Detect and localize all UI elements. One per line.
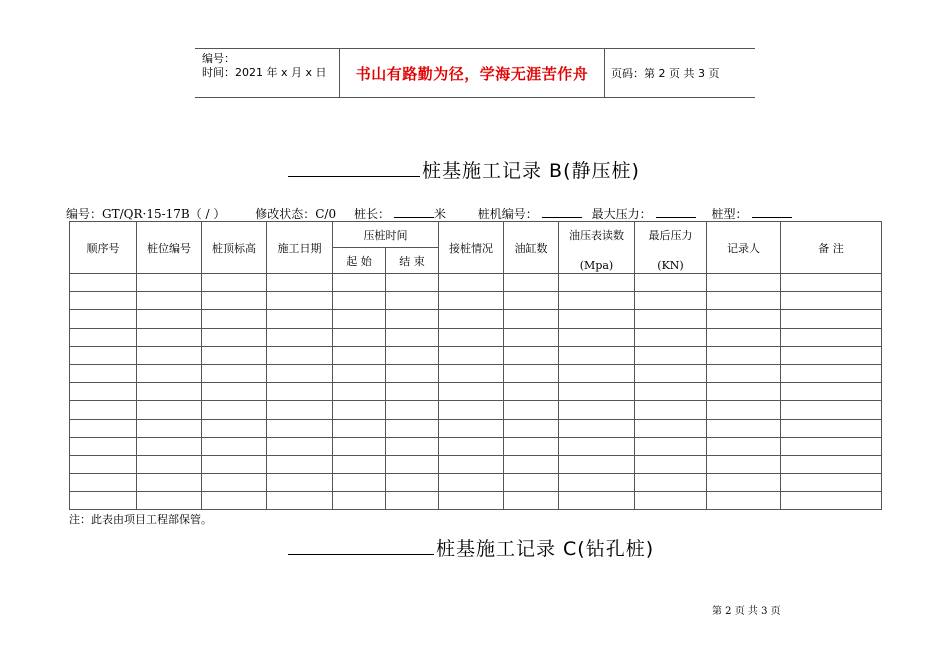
header-end: 结 束 [386, 248, 439, 274]
page-footer: 第 2 页 共 3 页 [712, 606, 781, 617]
table-cell [333, 455, 386, 473]
header-pile-no: 桩位编号 [137, 222, 202, 274]
table-cell [333, 274, 386, 292]
table-cell [267, 346, 333, 364]
table-cell [137, 383, 202, 401]
table-cell [333, 474, 386, 492]
table-cell [635, 310, 707, 328]
header-press-time: 压桩时间 [333, 222, 439, 248]
table-cell [439, 292, 504, 310]
table-cell [386, 455, 439, 473]
table-cell [559, 401, 635, 419]
table-row [70, 455, 882, 473]
table-cell [439, 419, 504, 437]
table-cell [137, 292, 202, 310]
table-cell [267, 310, 333, 328]
header-splice: 接桩情况 [439, 222, 504, 274]
header-final-pressure-label: 最后压力 [648, 229, 693, 242]
header-date: 施工日期 [267, 222, 333, 274]
table-cell [137, 310, 202, 328]
table-cell [707, 292, 781, 310]
form-code: 编号：GT/QR·15-17B（ / ） [66, 207, 226, 221]
header-page-code: 页码：第 2 页 共 3 页 [611, 67, 720, 80]
table-cell [70, 437, 137, 455]
table-cell [70, 383, 137, 401]
table-cell [707, 419, 781, 437]
table-cell [439, 328, 504, 346]
table-cell [202, 364, 267, 382]
pile-length-blank [394, 206, 434, 218]
pile-length-label: 桩长： [353, 207, 390, 221]
table-row [70, 310, 882, 328]
table-cell [635, 455, 707, 473]
table-cell [635, 274, 707, 292]
header-final-pressure-unit: (KN) [657, 259, 684, 272]
table-cell [386, 474, 439, 492]
max-pressure-label: 最大压力： [591, 207, 652, 221]
table-cell [70, 328, 137, 346]
table-row [70, 364, 882, 382]
table-cell [202, 274, 267, 292]
table-cell [559, 346, 635, 364]
table-cell [267, 437, 333, 455]
table-cell [333, 292, 386, 310]
table-cell [386, 437, 439, 455]
table-cell [781, 364, 882, 382]
table-row [70, 437, 882, 455]
table-cell [137, 419, 202, 437]
table-cell [202, 292, 267, 310]
table-cell [781, 474, 882, 492]
form-info-line [66, 205, 796, 222]
table-cell [707, 364, 781, 382]
table-cell [386, 328, 439, 346]
table-cell [386, 383, 439, 401]
table-cell [386, 419, 439, 437]
table-cell [202, 455, 267, 473]
table-cell [635, 437, 707, 455]
table-cell [439, 492, 504, 510]
pile-length-unit: 米 [433, 207, 446, 221]
table-cell [333, 401, 386, 419]
table-cell [781, 401, 882, 419]
header-cylinder: 油缸数 [504, 222, 559, 274]
table-cell [504, 474, 559, 492]
table-cell [707, 401, 781, 419]
table-cell [137, 364, 202, 382]
table-cell [781, 292, 882, 310]
table-cell [267, 292, 333, 310]
pile-type-blank [752, 206, 792, 218]
table-cell [635, 383, 707, 401]
table-cell [707, 474, 781, 492]
title-c-text: 桩基施工记录 C(钻孔桩) [436, 538, 655, 560]
table-cell [781, 328, 882, 346]
table-cell [386, 310, 439, 328]
table-cell [267, 328, 333, 346]
table-cell [504, 292, 559, 310]
table-cell [707, 437, 781, 455]
table-cell [70, 401, 137, 419]
table-cell [559, 310, 635, 328]
table-cell [386, 292, 439, 310]
table-row [70, 474, 882, 492]
table-cell [386, 346, 439, 364]
header-seq: 顺序号 [70, 222, 137, 274]
table-cell [267, 274, 333, 292]
table-cell [137, 401, 202, 419]
header-remarks: 备 注 [781, 222, 882, 274]
table-note: 注：此表由项目工程部保管。 [69, 513, 212, 526]
table-cell [202, 474, 267, 492]
table-cell [386, 364, 439, 382]
table-row [70, 401, 882, 419]
table-cell [707, 455, 781, 473]
table-row [70, 292, 882, 310]
table-cell [781, 455, 882, 473]
table-cell [707, 492, 781, 510]
table-cell [70, 310, 137, 328]
table-cell [635, 346, 707, 364]
header-top-elevation: 桩顶标高 [202, 222, 267, 274]
header-start: 起 始 [333, 248, 386, 274]
table-cell [267, 455, 333, 473]
table-cell [333, 383, 386, 401]
table-cell [559, 455, 635, 473]
table-cell [70, 292, 137, 310]
table-cell [559, 292, 635, 310]
header-final-pressure [635, 222, 707, 274]
table-cell [202, 383, 267, 401]
table-cell [635, 401, 707, 419]
table-cell [70, 274, 137, 292]
table-cell [707, 274, 781, 292]
table-cell [504, 383, 559, 401]
table-cell [635, 419, 707, 437]
table-cell [333, 419, 386, 437]
table-cell [504, 455, 559, 473]
header-recorder: 记录人 [707, 222, 781, 274]
document-header [195, 48, 755, 98]
header-gauge-label: 油压表读数 [569, 229, 624, 242]
table-cell [333, 364, 386, 382]
table-cell [504, 419, 559, 437]
table-cell [504, 401, 559, 419]
pile-machine-label: 桩机编号： [477, 207, 538, 221]
title-b-blank [288, 158, 420, 177]
pile-record-table [69, 221, 882, 510]
table-cell [439, 401, 504, 419]
table-cell [707, 346, 781, 364]
table-cell [439, 346, 504, 364]
table-cell [333, 492, 386, 510]
table-cell [70, 474, 137, 492]
table-cell [504, 346, 559, 364]
table-cell [439, 474, 504, 492]
table-cell [504, 437, 559, 455]
table-cell [137, 328, 202, 346]
table-cell [202, 419, 267, 437]
header-left-cell [195, 49, 339, 97]
table-cell [559, 274, 635, 292]
table-cell [707, 383, 781, 401]
table-cell [70, 346, 137, 364]
title-b-text: 桩基施工记录 B(静压桩) [422, 160, 640, 182]
title-c [288, 536, 654, 561]
table-cell [439, 437, 504, 455]
table-cell [439, 364, 504, 382]
header-time-label: 时间：2021 年 x 月 x 日 [202, 66, 327, 79]
table-cell [386, 274, 439, 292]
table-cell [70, 419, 137, 437]
table-cell [70, 455, 137, 473]
pile-machine-blank [542, 206, 582, 218]
title-b [288, 158, 640, 183]
table-cell [781, 346, 882, 364]
table-cell [559, 328, 635, 346]
table-cell [635, 364, 707, 382]
table-cell [635, 292, 707, 310]
table-cell [267, 383, 333, 401]
table-cell [202, 401, 267, 419]
max-pressure-blank [656, 206, 696, 218]
title-c-blank [288, 536, 434, 555]
table-cell [202, 437, 267, 455]
table-cell [439, 455, 504, 473]
table-row [70, 492, 882, 510]
table-row [70, 383, 882, 401]
table-cell [137, 437, 202, 455]
table-row [70, 346, 882, 364]
header-gauge-unit: (Mpa) [579, 259, 614, 272]
table-cell [504, 364, 559, 382]
table-cell [202, 346, 267, 364]
table-cell [781, 437, 882, 455]
table-cell [559, 492, 635, 510]
table-cell [504, 328, 559, 346]
table-cell [267, 474, 333, 492]
table-cell [333, 346, 386, 364]
table-row [70, 274, 882, 292]
form-revision: 修改状态：C/0 [255, 207, 337, 221]
table-cell [559, 383, 635, 401]
table-cell [386, 492, 439, 510]
table-cell [781, 383, 882, 401]
table-cell [635, 474, 707, 492]
header-motto: 书山有路勤为径，学海无涯苦作舟 [339, 49, 605, 97]
table-row [70, 328, 882, 346]
header-gauge [559, 222, 635, 274]
header-number-label: 编号： [202, 52, 235, 65]
table-cell [504, 310, 559, 328]
table-cell [267, 492, 333, 510]
table-cell [707, 310, 781, 328]
table-cell [137, 274, 202, 292]
table-cell [559, 419, 635, 437]
table-cell [137, 474, 202, 492]
table-cell [439, 310, 504, 328]
table-cell [635, 328, 707, 346]
table-cell [70, 364, 137, 382]
table-cell [333, 328, 386, 346]
table-cell [333, 437, 386, 455]
table-cell [267, 364, 333, 382]
table-cell [70, 492, 137, 510]
table-cell [635, 492, 707, 510]
table-cell [559, 437, 635, 455]
table-cell [504, 274, 559, 292]
table-cell [137, 346, 202, 364]
table-cell [439, 274, 504, 292]
table-cell [333, 310, 386, 328]
table-row [70, 419, 882, 437]
table-cell [202, 310, 267, 328]
table-cell [707, 328, 781, 346]
table-cell [137, 492, 202, 510]
table-cell [559, 474, 635, 492]
table-cell [137, 455, 202, 473]
table-cell [781, 274, 882, 292]
table-cell [504, 492, 559, 510]
table-cell [386, 401, 439, 419]
table-cell [267, 401, 333, 419]
table-cell [781, 492, 882, 510]
table-cell [781, 310, 882, 328]
table-cell [202, 328, 267, 346]
table-cell [267, 419, 333, 437]
table-cell [439, 383, 504, 401]
table-cell [202, 492, 267, 510]
table-cell [559, 364, 635, 382]
table-cell [781, 419, 882, 437]
pile-type-label: 桩型： [711, 207, 748, 221]
